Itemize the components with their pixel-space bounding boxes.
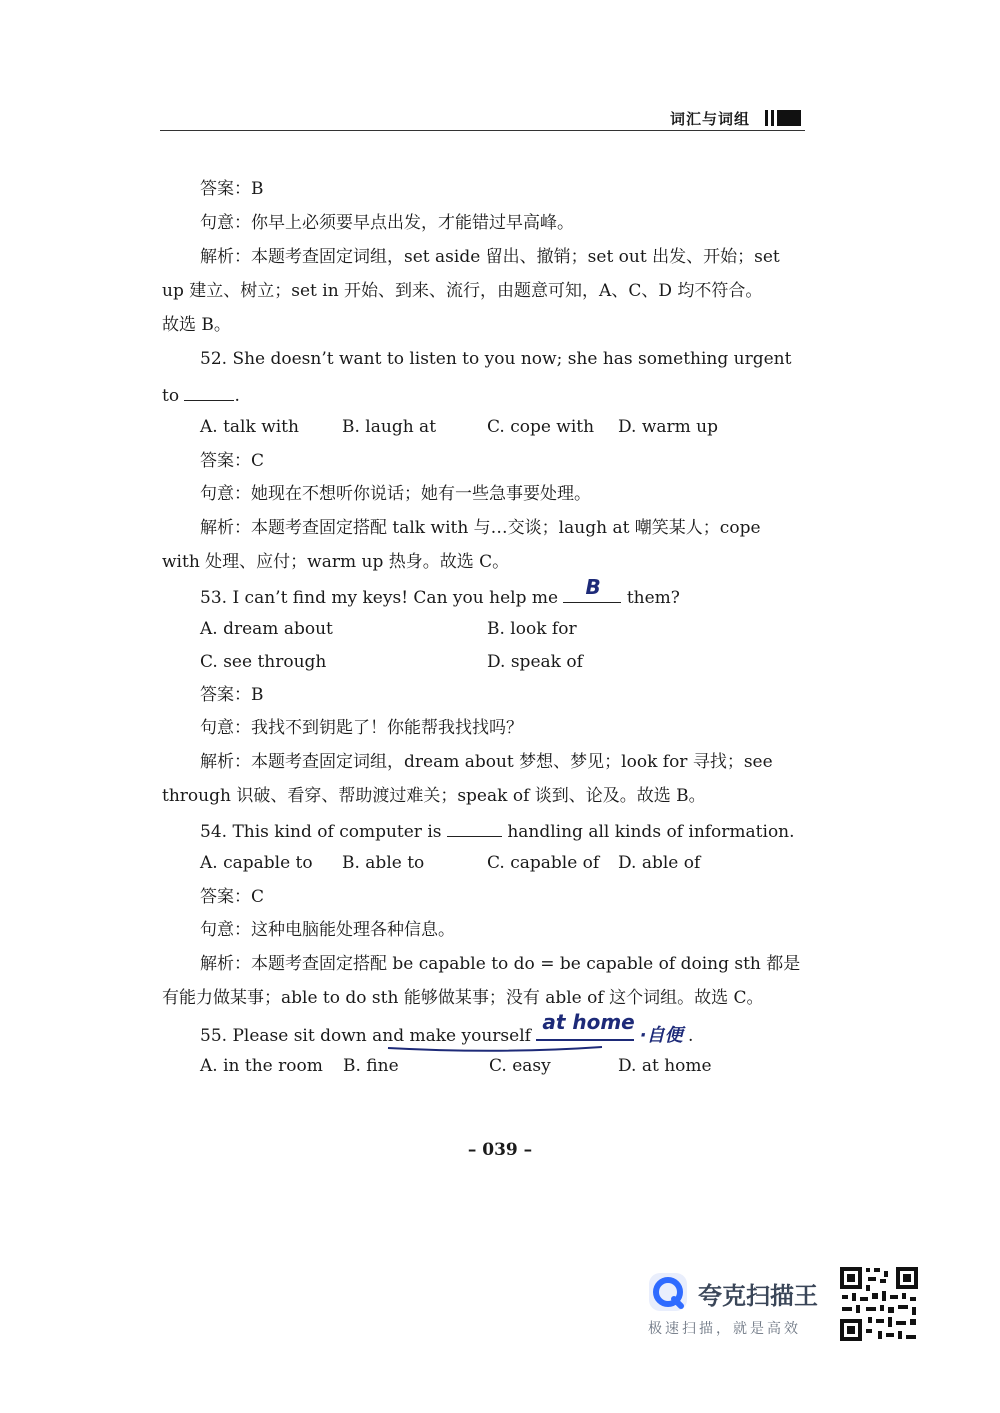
q53-option-a: A. dream about bbox=[200, 619, 333, 639]
q51-analysis-line2: up 建立、树立；set in 开始、到来、流行，由题意可知，A、C、D 均不符合。 bbox=[162, 281, 763, 301]
q54-stem-suffix: handling all kinds of information. bbox=[507, 822, 795, 842]
q53-meaning: 句意：我找不到钥匙了！你能帮我找找吗？ bbox=[200, 718, 523, 738]
q52-blank bbox=[184, 382, 234, 401]
page-number: – 039 – bbox=[467, 1140, 533, 1160]
q51-answer: 答案：B bbox=[200, 179, 264, 199]
running-header-title: 词汇与词组 bbox=[669, 110, 750, 128]
q53-stem-suffix: them? bbox=[626, 588, 680, 608]
q51-analysis-line3: 故选 B。 bbox=[162, 315, 231, 335]
scanner-brand-name: 夸克扫描王 bbox=[698, 1282, 818, 1310]
q55-option-a: A. in the room bbox=[200, 1056, 323, 1076]
q52-analysis-line2: with 处理、应付；warm up 热身。故选 C。 bbox=[162, 552, 510, 572]
q55-stem-prefix: 55. Please sit down and make yourself bbox=[200, 1026, 531, 1046]
q53-handwritten-answer: B bbox=[585, 575, 601, 599]
q52-stem-suffix: . bbox=[234, 386, 240, 406]
q54-option-c: C. capable of bbox=[487, 853, 600, 873]
q53-analysis-line2: through 识破、看穿、帮助渡过难关；speak of 谈到、论及。故选 B。 bbox=[162, 786, 706, 806]
q53-answer: 答案：B bbox=[200, 685, 264, 705]
q52-stem-prefix: to bbox=[162, 386, 180, 406]
q52-answer: 答案：C bbox=[200, 451, 265, 471]
q54-option-a: A. capable to bbox=[200, 853, 313, 873]
header-rule bbox=[160, 130, 805, 131]
q54-option-b: B. able to bbox=[342, 853, 425, 873]
scanner-tagline: 极速扫描，就是高效 bbox=[648, 1321, 801, 1337]
q55-option-b: B. fine bbox=[343, 1056, 399, 1076]
q54-stem-prefix: 54. This kind of computer is bbox=[200, 822, 442, 842]
q54-blank bbox=[447, 818, 502, 837]
q52-stem-line1: 52. She doesn’t want to listen to you now; she has something urgent bbox=[200, 349, 792, 369]
q52-option-c: C. cope with bbox=[487, 417, 595, 437]
q54-answer: 答案：C bbox=[200, 887, 265, 907]
q55-handwritten-note: ·自便 bbox=[639, 1025, 683, 1046]
q53-analysis-line1: 解析：本题考查固定词组，dream about 梦想、梦见；look for 寻找；see bbox=[200, 752, 773, 772]
q53-blank bbox=[563, 575, 621, 603]
q53-option-d: D. speak of bbox=[487, 652, 583, 672]
q52-option-b: B. laugh at bbox=[342, 417, 437, 437]
qr-code-icon bbox=[838, 1265, 920, 1343]
q51-meaning: 句意：你早上必须要早点出发，才能错过早高峰。 bbox=[200, 213, 574, 233]
q53-stem-prefix: 53. I can’t find my keys! Can you help me bbox=[200, 588, 559, 608]
q54-meaning: 句意：这种电脑能处理各种信息。 bbox=[200, 920, 455, 940]
q52-analysis-line1: 解析：本题考查固定搭配 talk with 与…交谈；laugh at 嘲笑某人；cope bbox=[200, 518, 761, 538]
q52-option-d: D. warm up bbox=[618, 417, 718, 437]
q54-analysis-line1: 解析：本题考查固定搭配 be capable to do = be capable of doing sth 都是 bbox=[200, 954, 801, 974]
q53-stem bbox=[200, 575, 680, 609]
scanner-logo-icon bbox=[648, 1272, 688, 1312]
q52-option-a: A. talk with bbox=[200, 417, 299, 437]
q53-option-b: B. look for bbox=[487, 619, 577, 639]
q55-stem-suffix: . bbox=[688, 1026, 694, 1046]
q55-option-d: D. at home bbox=[618, 1056, 712, 1076]
q51-analysis-line1: 解析：本题考查固定词组，set aside 留出、撤销；set out 出发、开始；set bbox=[200, 247, 780, 267]
q54-stem bbox=[200, 818, 795, 843]
q53-option-c: C. see through bbox=[200, 652, 327, 672]
q54-option-d: D. able of bbox=[618, 853, 701, 873]
q55-option-c: C. easy bbox=[489, 1056, 551, 1076]
q54-analysis-line2: 有能力做某事；able to do sth 能够做某事；没有 able of 这个词组。故选 C。 bbox=[162, 988, 764, 1008]
q52-meaning: 句意：她现在不想听你说话；她有一些急事要处理。 bbox=[200, 484, 591, 504]
q52-stem-line2 bbox=[162, 382, 240, 407]
q55-handwritten-answer: at home bbox=[542, 1010, 635, 1034]
header-decoration bbox=[765, 108, 805, 128]
